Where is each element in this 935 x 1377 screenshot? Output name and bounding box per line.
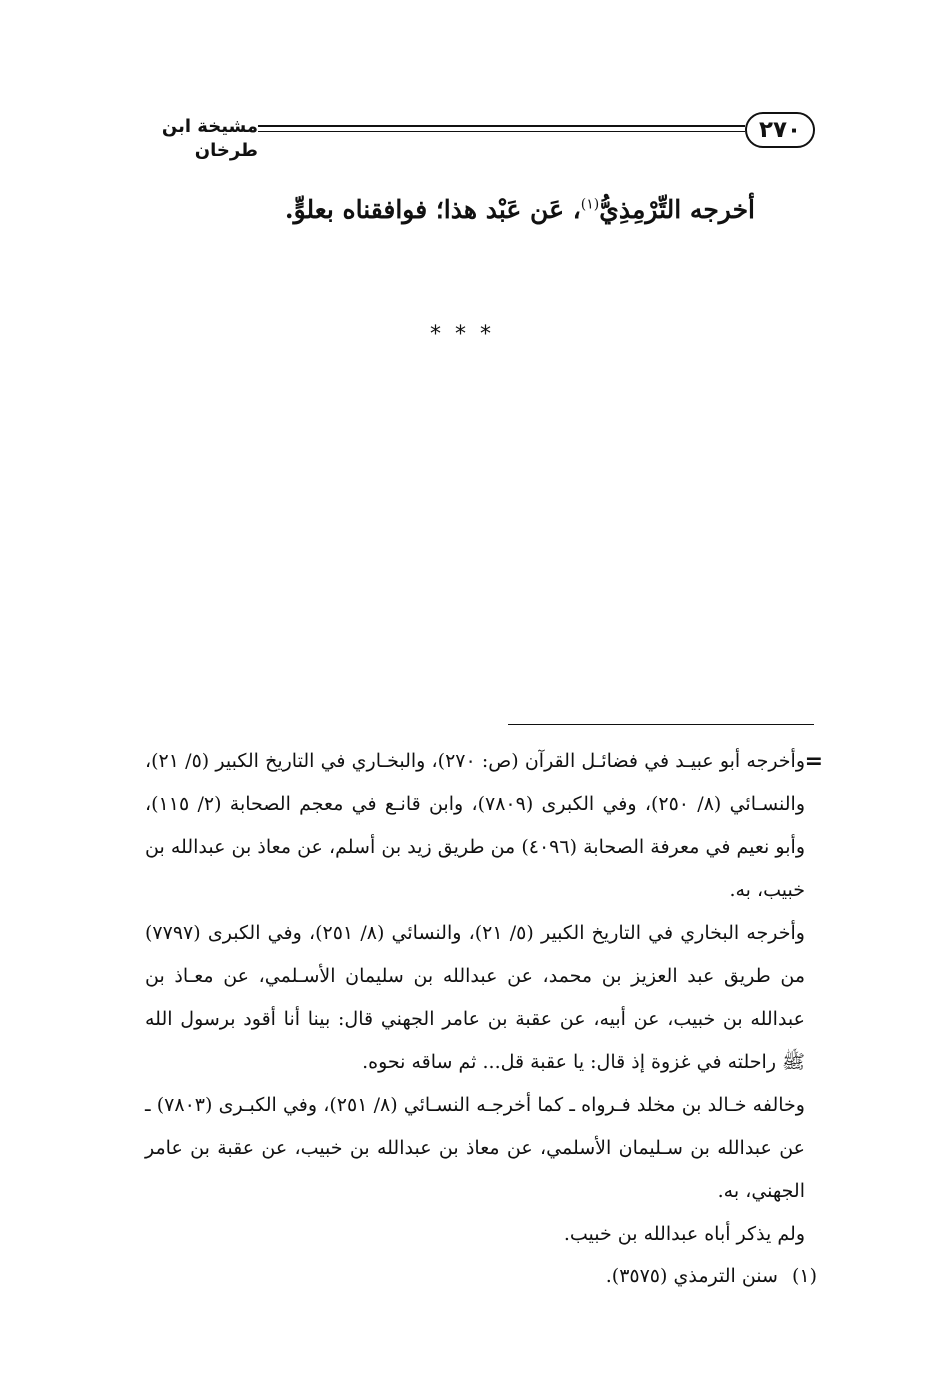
footnote-paragraph: وأخرجه البخاري في التاريخ الكبير (٥/ ٢١)، والنسائي (٨/ ٢٥١)، وفي الكبرى (٧٧٩٧) من طريق عبد العزيز بن محمد، عن عبدالله بن سليمان الأسـلمي، عن معـاذ بن عبدالله بن خبيب، عن أبيه، عن عقبة بن عامر الجهني قال: بينا أنا أقود برسول الله ﷺ راحلته في غزوة إذ قال: يا عقبة قل... ثم ساقه نحوه. <box>145 922 805 1073</box>
footnote-reference <box>137 1255 817 1298</box>
page-number: ٢٧٠ <box>745 112 815 148</box>
main-text-before-note: أخرجه التِّرْمِذِيُّ <box>599 195 755 224</box>
header-rule <box>258 125 745 132</box>
footnote-rule <box>508 724 814 725</box>
footnote-number: (١) <box>791 1265 817 1287</box>
footnote-marker[interactable]: (١) <box>580 196 600 213</box>
footnote-paragraph: وأخرجه أبو عبيـد في فضائـل القرآن (ص: ٢٧٠)، والبخـاري في التاريخ الكبير (٥/ ٢١)، والنسـائي (٨/ ٢٥٠)، وفي الكبرى (٧٨٠٩)، وابن قانـع في معجم الصحابة (٢/ ١١٥)، وأبو نعيم في معرفة الصحابة (٤٠٩٦) من طريق زيد بن أسلم، عن معاذ بن عبدالله بن خبيب، به. <box>145 750 806 901</box>
main-paragraph <box>155 190 755 230</box>
footnote-continuation-marker: = <box>804 749 823 774</box>
section-separator: *** <box>430 322 505 347</box>
main-text-after-note: ، عَن عَبْد هذا؛ فوافقناه بعلوٍّ. <box>284 195 581 224</box>
running-title: مشيخة ابن طرخان <box>161 116 258 161</box>
footnote-paragraph: ولم يذكر أباه عبدالله بن خبيب. <box>563 1223 805 1245</box>
footnote-reference-text: سنن الترمذي (٣٥٧٥). <box>605 1265 778 1287</box>
footnotes-block <box>145 740 805 1256</box>
page-header <box>100 108 815 161</box>
footnote-paragraph: وخالفه خـالد بن مخلد فـرواه ـ كما أخرجـه النسـائي (٨/ ٢٥١)، وفي الكبـرى (٧٨٠٣) ـ عن عبدالله بن سـليمان الأسلمي، عن معاذ بن عبدالله بن خبيب، عن عقبة بن عامر الجهني، به. <box>145 1094 805 1202</box>
